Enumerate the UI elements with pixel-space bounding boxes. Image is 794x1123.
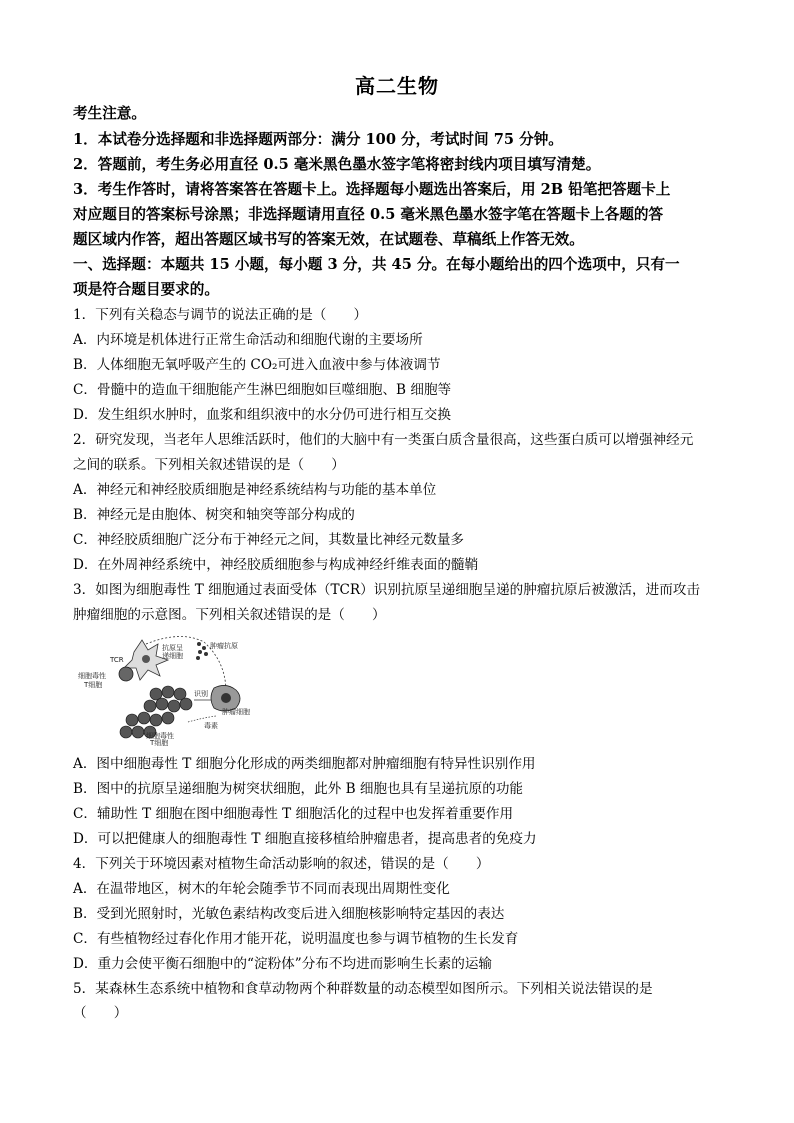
notice-item: 2．答题前，考生务必用直径 0.5 毫米黑色墨水签字笔将密封线内项目填写清楚。 xyxy=(73,156,601,173)
q5-stem: 5．某森林生态系统中植物和食草动物两个种群数量的动态模型如图所示。下列相关说法错误的是 xyxy=(73,981,653,997)
notice-item: 1．本试卷分选择题和非选择题两部分：满分 100 分，考试时间 75 分钟。 xyxy=(73,131,563,148)
label-ctl: 细胞毒性 xyxy=(78,672,106,680)
q2-stem: 之间的联系。下列相关叙述错误的是（ ） xyxy=(73,457,345,473)
page-title: 高二生物 xyxy=(355,74,439,98)
q1-option-c: C．骨髓中的造血干细胞能产生淋巴细胞如巨噬细胞、B 细胞等 xyxy=(73,382,452,398)
q4-option-b: B．受到光照射时，光敏色素结构改变后进入细胞核影响特定基因的表达 xyxy=(73,906,505,922)
t-cell-cluster xyxy=(120,686,192,738)
label-apc: 抗原呈 xyxy=(162,644,183,652)
notice-heading: 考生注意。 xyxy=(73,105,146,122)
q4-option-d: D．重力会使平衡石细胞中的“淀粉体”分布不均进而影响生长素的运输 xyxy=(73,956,493,972)
q4-stem: 4．下列关于环境因素对植物生命活动影响的叙述，错误的是（ ） xyxy=(73,856,490,872)
q4-option-a: A．在温带地区，树木的年轮会随季节不同而表现出周期性变化 xyxy=(73,881,450,897)
label-ctl: T细胞 xyxy=(150,739,169,746)
notice-item: 3．考生作答时，请将答案答在答题卡上。选择题每小题选出答案后，用 2B 铅笔把答题卡上 xyxy=(73,181,671,198)
section-heading: 项是符合题目要求的。 xyxy=(73,281,219,298)
tumor-antigen-dots xyxy=(196,642,208,660)
label-tcr: TCR xyxy=(110,656,124,664)
label-tumor-cell: 肿瘤细胞 xyxy=(222,708,250,716)
notice-item: 题区域内作答，超出答题区域书写的答案无效，在试题卷、草稿纸上作答无效。 xyxy=(73,231,584,248)
q3-stem: 3．如图为细胞毒性 T 细胞通过表面受体（TCR）识别抗原呈递细胞呈递的肿瘤抗原后被激活，进而攻击 xyxy=(73,582,700,598)
label-toxin: 毒素 xyxy=(204,722,218,730)
q2-stem: 2．研究发现，当老年人思维活跃时，他们的大脑中有一类蛋白质含量很高，这些蛋白质可以增强神经元 xyxy=(73,432,694,448)
label-recognize: 识别 xyxy=(194,690,208,698)
label-tumor-antigen: 肿瘤抗原 xyxy=(210,642,238,650)
q1-option-d: D．发生组织水肿时，血浆和组织液中的水分仍可进行相互交换 xyxy=(73,407,451,423)
q2-option-d: D．在外周神经系统中，神经胶质细胞参与构成神经纤维表面的髓鞘 xyxy=(73,557,479,573)
q2-option-b: B．神经元是由胞体、树突和轴突等部分构成的 xyxy=(73,507,355,523)
q3-option-a: A．图中细胞毒性 T 细胞分化形成的两类细胞都对肿瘤细胞有特异性识别作用 xyxy=(73,756,536,772)
label-ctl: 细胞毒性 xyxy=(146,732,174,740)
q2-option-a: A．神经元和神经胶质细胞是神经系统结构与功能的基本单位 xyxy=(73,482,437,498)
q5-stem: （ ） xyxy=(73,1005,128,1021)
q3-option-d: D．可以把健康人的细胞毒性 T 细胞直接移植给肿瘤患者，提高患者的免疫力 xyxy=(73,831,537,847)
arc-line xyxy=(146,636,204,644)
q4-option-c: C．有些植物经过春化作用才能开花，说明温度也参与调节植物的生长发育 xyxy=(73,931,519,947)
label-ctl: T细胞 xyxy=(84,681,103,689)
q2-option-c: C．神经胶质细胞广泛分布于神经元之间，其数量比神经元数量多 xyxy=(73,532,465,548)
notice-item: 对应题目的答案标号涂黑；非选择题请用直径 0.5 毫米黑色墨水签字笔在答题卡上各题的答 xyxy=(73,206,664,223)
q3-option-b: B．图中的抗原呈递细胞为树突状细胞，此外 B 细胞也具有呈递抗原的功能 xyxy=(73,781,524,797)
q3-option-c: C．辅助性 T 细胞在图中细胞毒性 T 细胞活化的过程中也发挥着重要作用 xyxy=(73,806,514,822)
q1-stem: 1．下列有关稳态与调节的说法正确的是（ ） xyxy=(73,307,368,323)
t-cell-icon xyxy=(119,667,133,681)
label-apc: 递细胞 xyxy=(162,652,183,660)
q1-option-b: B．人体细胞无氧呼吸产生的 CO₂可进入血液中参与体液调节 xyxy=(73,357,441,373)
q1-option-a: A．内环境是机体进行正常生命活动和细胞代谢的主要场所 xyxy=(73,332,423,348)
section-heading: 一、选择题：本题共 15 小题，每小题 3 分，共 45 分。在每小题给出的四个选项中，只有一 xyxy=(73,256,680,273)
t-cell-diagram xyxy=(76,632,252,746)
q3-stem: 肿瘤细胞的示意图。下列相关叙述错误的是（ ） xyxy=(73,607,386,623)
